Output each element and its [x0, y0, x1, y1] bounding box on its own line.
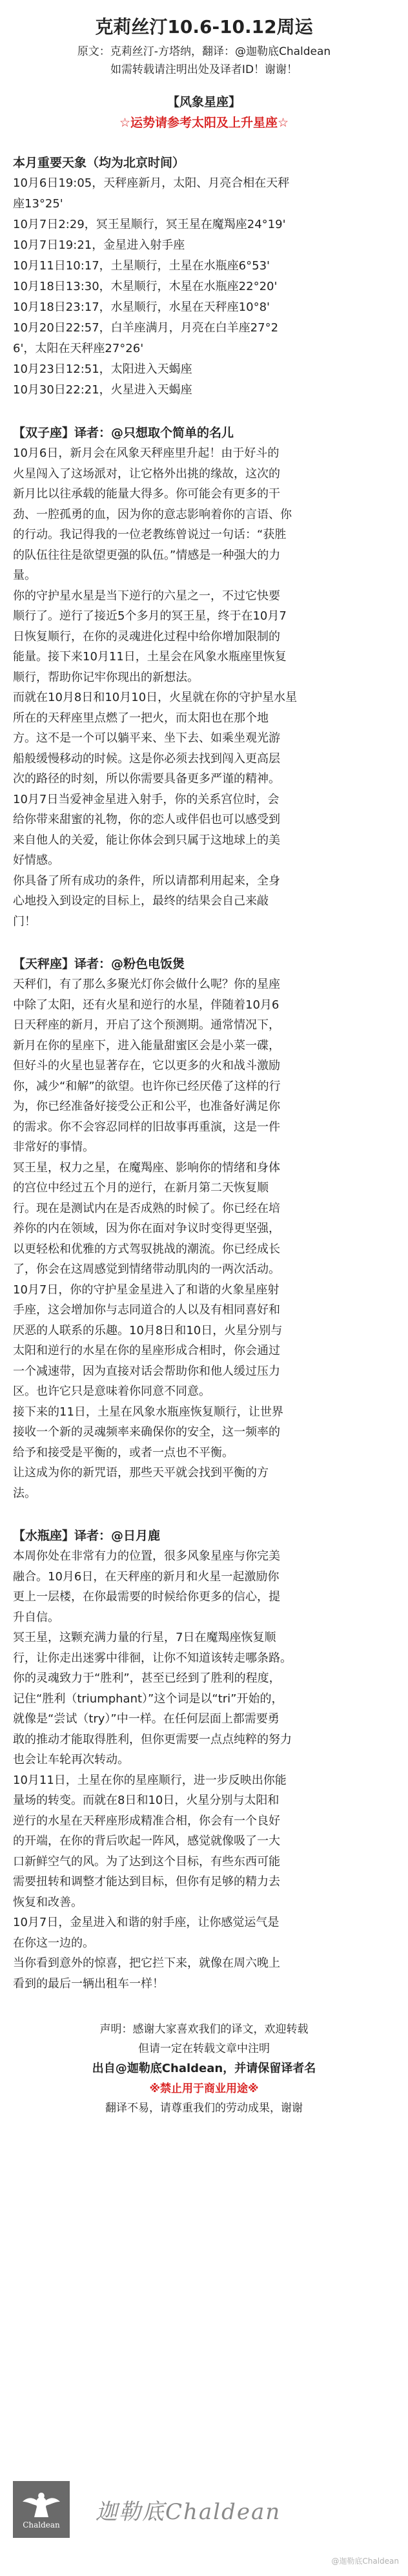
libra-line: 养你的内在领域，因为你在面对争议时变得更坚强，	[13, 1222, 280, 1235]
libra-line: 一个减速带，因为直接对话会帮助你和他人缓过压力	[13, 1364, 280, 1378]
aquarius-line: 融合。10月6日，在天秤座的新月和火星一起激励你	[13, 1569, 280, 1584]
libra-line: 日天秤座的新月，开启了这个预测期。通常情况下，	[13, 1018, 280, 1032]
section-tag-air-signs: 【风象星座】	[167, 95, 241, 109]
event-line: 10月18日23:17，水星顺行，水星在天秤座10°8'	[13, 300, 270, 314]
brand-script: 迦勒底Chaldean	[96, 2498, 281, 2525]
libra-line: 你，减少“和解”的欲望。也许你已经厌倦了这样的行	[13, 1079, 281, 1093]
footer-line: 声明：感谢大家喜欢我们的译文，欢迎转载	[99, 2023, 309, 2036]
watermark: @迦勒底Chaldean	[331, 2557, 399, 2566]
gemini-line: 门！	[13, 914, 36, 928]
aquarius-line: 逆行的水星在天秤座形成精准合相，你会有一个良好	[13, 1814, 280, 1828]
gemini-heading: 【双子座】译者：@只想取个简单的名儿	[13, 426, 234, 440]
libra-line: 但好斗的火星也显著存在，它以更多的火和战斗激励	[13, 1059, 280, 1073]
libra-line: 冥王星，权力之星，在魔羯座、影响你的情绪和身体	[13, 1160, 280, 1175]
gemini-line: 量。	[13, 569, 36, 582]
aquarius-line: 也会让车轮再次转动。	[13, 1753, 129, 1766]
gemini-body	[13, 443, 395, 932]
event-line: 10月30日22:21，火星进入天蝎座	[13, 383, 192, 397]
aquarius-line: 的开端，在你的背后吹起一阵风，感觉就像吸了一大	[13, 1834, 280, 1848]
event-line: 10月20日22:57，白羊座满月，月亮在白羊座27°2	[13, 321, 279, 335]
aquarius-line: 在你这一边的。	[13, 1936, 94, 1950]
libra-line: 区。也许它只是意味着你同意不同意。	[13, 1385, 210, 1398]
aquarius-line: 10月11日，土星在你的星座顺行，进一步反映出你能	[13, 1773, 287, 1787]
gemini-line: 新月比以往承载的能量大得多。你可能会有更多的干	[13, 487, 280, 501]
gemini-line: 的队伍往往是欲望更强的队伍。”情感是一种强大的力	[13, 548, 281, 562]
gemini-line: 的行动。我记得我的一位老教练曾说过一句话：“获胜	[13, 528, 287, 541]
libra-line: 接收一个新的灵魂频率来确保你的安全，这一频率的	[13, 1425, 280, 1439]
libra-line: 法。	[13, 1486, 36, 1500]
gemini-line: 方。这不是一个可以躺平来、坐下去、如乘坐观光游	[13, 731, 280, 745]
aquarius-line: 需要扭转和调整才能达到目标，但你有足够的精力去	[13, 1875, 280, 1889]
aquarius-line: 看到的最后一辆出租车一样！	[13, 1976, 164, 1991]
aquarius-line: 量场的转变。而就在8日和10日，火星分别与太阳和	[13, 1794, 280, 1807]
events-heading: 本月重要天象（均为北京时间）	[13, 156, 185, 170]
events-list	[13, 173, 395, 401]
libra-line: 行。现在是测试内在是否成熟的时候了。你已经在培	[13, 1201, 280, 1215]
gemini-line: 次的路径的时刻，所以你需要具备更多严谨的精神。	[13, 772, 280, 786]
event-line: 10月18日13:30，木星顺行，木星在水瓶座22°20'	[13, 280, 278, 293]
event-line: 10月7日19:21，金星进入射手座	[13, 238, 185, 252]
aquarius-line: 10月7日，金星进入和谐的射手座，让你感觉运气是	[13, 1916, 280, 1929]
aquarius-line: 记住“胜利（triumphant）”这个词是以“tri”开始的，	[13, 1691, 283, 1706]
libra-line: 非常好的事情。	[13, 1140, 94, 1154]
libra-line: 的需求。你不会容忍同样的旧故事再重演，这是一件	[13, 1120, 280, 1134]
gemini-line: 10月6日，新月会在风象天秤座里升起！由于好斗的	[13, 446, 280, 460]
gemini-line: 你具备了所有成功的条件，所以请都利用起来，全身	[13, 874, 280, 888]
aquarius-line: 行，让你走出迷雾中徘徊，让你不知道该转走哪条路。	[13, 1651, 292, 1665]
reference-notice: ☆运势请参考太阳及上升星座☆	[119, 116, 289, 130]
aquarius-line: 就像是“尝试（try）”中一样。在任何层面上都需要勇	[13, 1712, 280, 1726]
libra-line: 10月7日，你的守护星金星进入了和谐的火象星座射	[13, 1283, 280, 1297]
aquarius-line: 恢复和改善。	[13, 1895, 83, 1909]
gemini-line: 船般缓慢移动的时候。这是你必须去找到闯入更高层	[13, 751, 280, 766]
aquarius-line: 本周你处在非常有力的位置，很多风象星座与你完美	[13, 1549, 280, 1563]
footer-commercial-warning: ※禁止用于商业用途※	[149, 2082, 259, 2095]
gemini-line: 而就在10月8日和10月10日，火星就在你的守护星水星	[13, 691, 298, 704]
libra-line: 以更轻松和优雅的方式驾驭挑战的潮流。你已经成长	[13, 1242, 280, 1256]
libra-line: 天秤们，有了那么多聚光灯你会做什么呢？你的星座	[13, 978, 280, 991]
aquarius-heading: 【水瓶座】译者：@日月鹿	[13, 1529, 161, 1543]
aquarius-line: 冥王星，这颗充满力量的行星，7日在魔羯座恢复顺	[13, 1631, 276, 1644]
page-title: 克莉丝汀10.6-10.12周运	[95, 16, 313, 37]
aquarius-line: 你的灵魂致力于“胜利”，甚至已经到了胜利的程度，	[13, 1671, 281, 1685]
libra-line: 接下来的11日，土星在风象水瓶座恢复顺行，让世界	[13, 1405, 283, 1419]
aquarius-line: 升自信。	[13, 1610, 59, 1624]
event-line: 6'，太阳在天秤座27°26'	[13, 342, 144, 355]
gemini-line: 所在的天秤座里点燃了一把火，而太阳也在那个地	[13, 711, 269, 725]
event-line: 座13°25'	[13, 197, 63, 211]
footer-line: 翻译不易，请尊重我们的劳动成果，谢谢	[105, 2102, 303, 2115]
event-line: 10月23日12:51，太阳进入天蝎座	[13, 362, 192, 376]
chaldean-logo	[13, 2481, 70, 2538]
libra-heading: 【天秤座】译者：@粉色电饭煲	[13, 957, 185, 971]
libra-line: 中除了太阳，还有火星和逆行的水星，伴随着10月6	[13, 998, 280, 1012]
gemini-line: 来自他人的关爱，能让你体会到只属于这地球上的美	[13, 833, 280, 847]
gemini-line: 火星闯入了这场派对，让它格外出挑的缘故，这次的	[13, 466, 280, 481]
aquarius-body	[13, 1546, 395, 1994]
gemini-line: 你的守护星水星是当下逆行的六星之一，不过它快要	[13, 589, 280, 603]
libra-line: 让这成为你的新咒语，那些天平就会找到平衡的方	[13, 1466, 269, 1480]
gemini-line: 顺行了。逆行了接近5个多月的冥王星，终于在10月7	[13, 609, 287, 623]
libra-line: 太阳和逆行的水星在你的星座形成合相时，你会通过	[13, 1344, 280, 1357]
libra-line: 厌恶的人联系的乐趣。10月8日和10日，火星分别与	[13, 1323, 283, 1337]
event-line: 10月7日2:29，冥王星顺行，冥王星在魔羯座24°19'	[13, 218, 286, 231]
gemini-line: 顺行，帮助你记牢你现出的新想法。	[13, 670, 199, 684]
aquarius-line: 当你看到意外的惊喜，把它拦下来，就像在周六晚上	[13, 1956, 280, 1970]
gemini-line: 心地投入到设定的目标上，最终的结果会自己来敲	[13, 894, 269, 908]
libra-line: 新月在你的星座下，进入能量甜蜜区会是小菜一碟，	[13, 1038, 280, 1052]
gemini-line: 10月7日当爱神金星进入射手，你的关系宫位时，会	[13, 792, 280, 806]
footer-attribution: 出自@迦勒底Chaldean，并请保留译者名	[92, 2062, 316, 2075]
gemini-line: 好情感。	[13, 853, 59, 867]
event-line: 10月11日10:17，土星顺行，土星在水瓶座6°53'	[13, 259, 270, 273]
libra-line: 的宫位中经过五个月的逆行，在新月第二天恢复顺	[13, 1181, 269, 1195]
libra-line: 手座，这会增加你与志同道合的人以及有相同喜好和	[13, 1303, 280, 1317]
winged-figure-icon	[21, 2489, 61, 2520]
aquarius-line: 更上一层楼，在你最需要的时候给你更多的信心，提	[13, 1590, 280, 1604]
aquarius-line: 口新鲜空气的风。为了达到这个目标，有些东西可能	[13, 1854, 280, 1869]
libra-line: 为，你已经准备好接受公正和公平，也准备好满足你	[13, 1100, 280, 1113]
footer-statement	[13, 2020, 395, 2118]
footer-line: 但请一定在转载文章中注明	[138, 2042, 270, 2055]
libra-line: 给予和接受是平衡的，或者一点也不平衡。	[13, 1445, 234, 1460]
libra-line: 了，你会在这周感觉到情绪带动肌肉的一两次活动。	[13, 1262, 280, 1276]
logo-text: Chaldean	[23, 2520, 60, 2529]
event-line: 10月6日19:05，天秤座新月，太阳、月亮合相在天秤	[13, 176, 290, 190]
gemini-line: 能量。接下来10月11日，土星会在风象水瓶座里恢复	[13, 650, 287, 664]
aquarius-line: 敢的推动才能取得胜利，但你更需要一点点纯粹的努力	[13, 1732, 292, 1746]
credit-line-repost-notice: 如需转载请注明出处及译者ID！谢谢！	[110, 63, 298, 76]
credit-line-translator: 原文：克莉丝汀-方塔纳，翻译：@迦勒底Chaldean	[77, 45, 331, 58]
libra-body	[13, 974, 395, 1503]
gemini-line: 劲、一腔孤勇的血，因为你的意志影响着你的言语、你	[13, 507, 292, 521]
gemini-line: 日恢复顺行，在你的灵魂进化过程中给你增加限制的	[13, 629, 280, 644]
gemini-line: 给你带来甜蜜的礼物，你的恋人或伴侣也可以感受到	[13, 813, 280, 826]
brand-block	[13, 2481, 281, 2538]
